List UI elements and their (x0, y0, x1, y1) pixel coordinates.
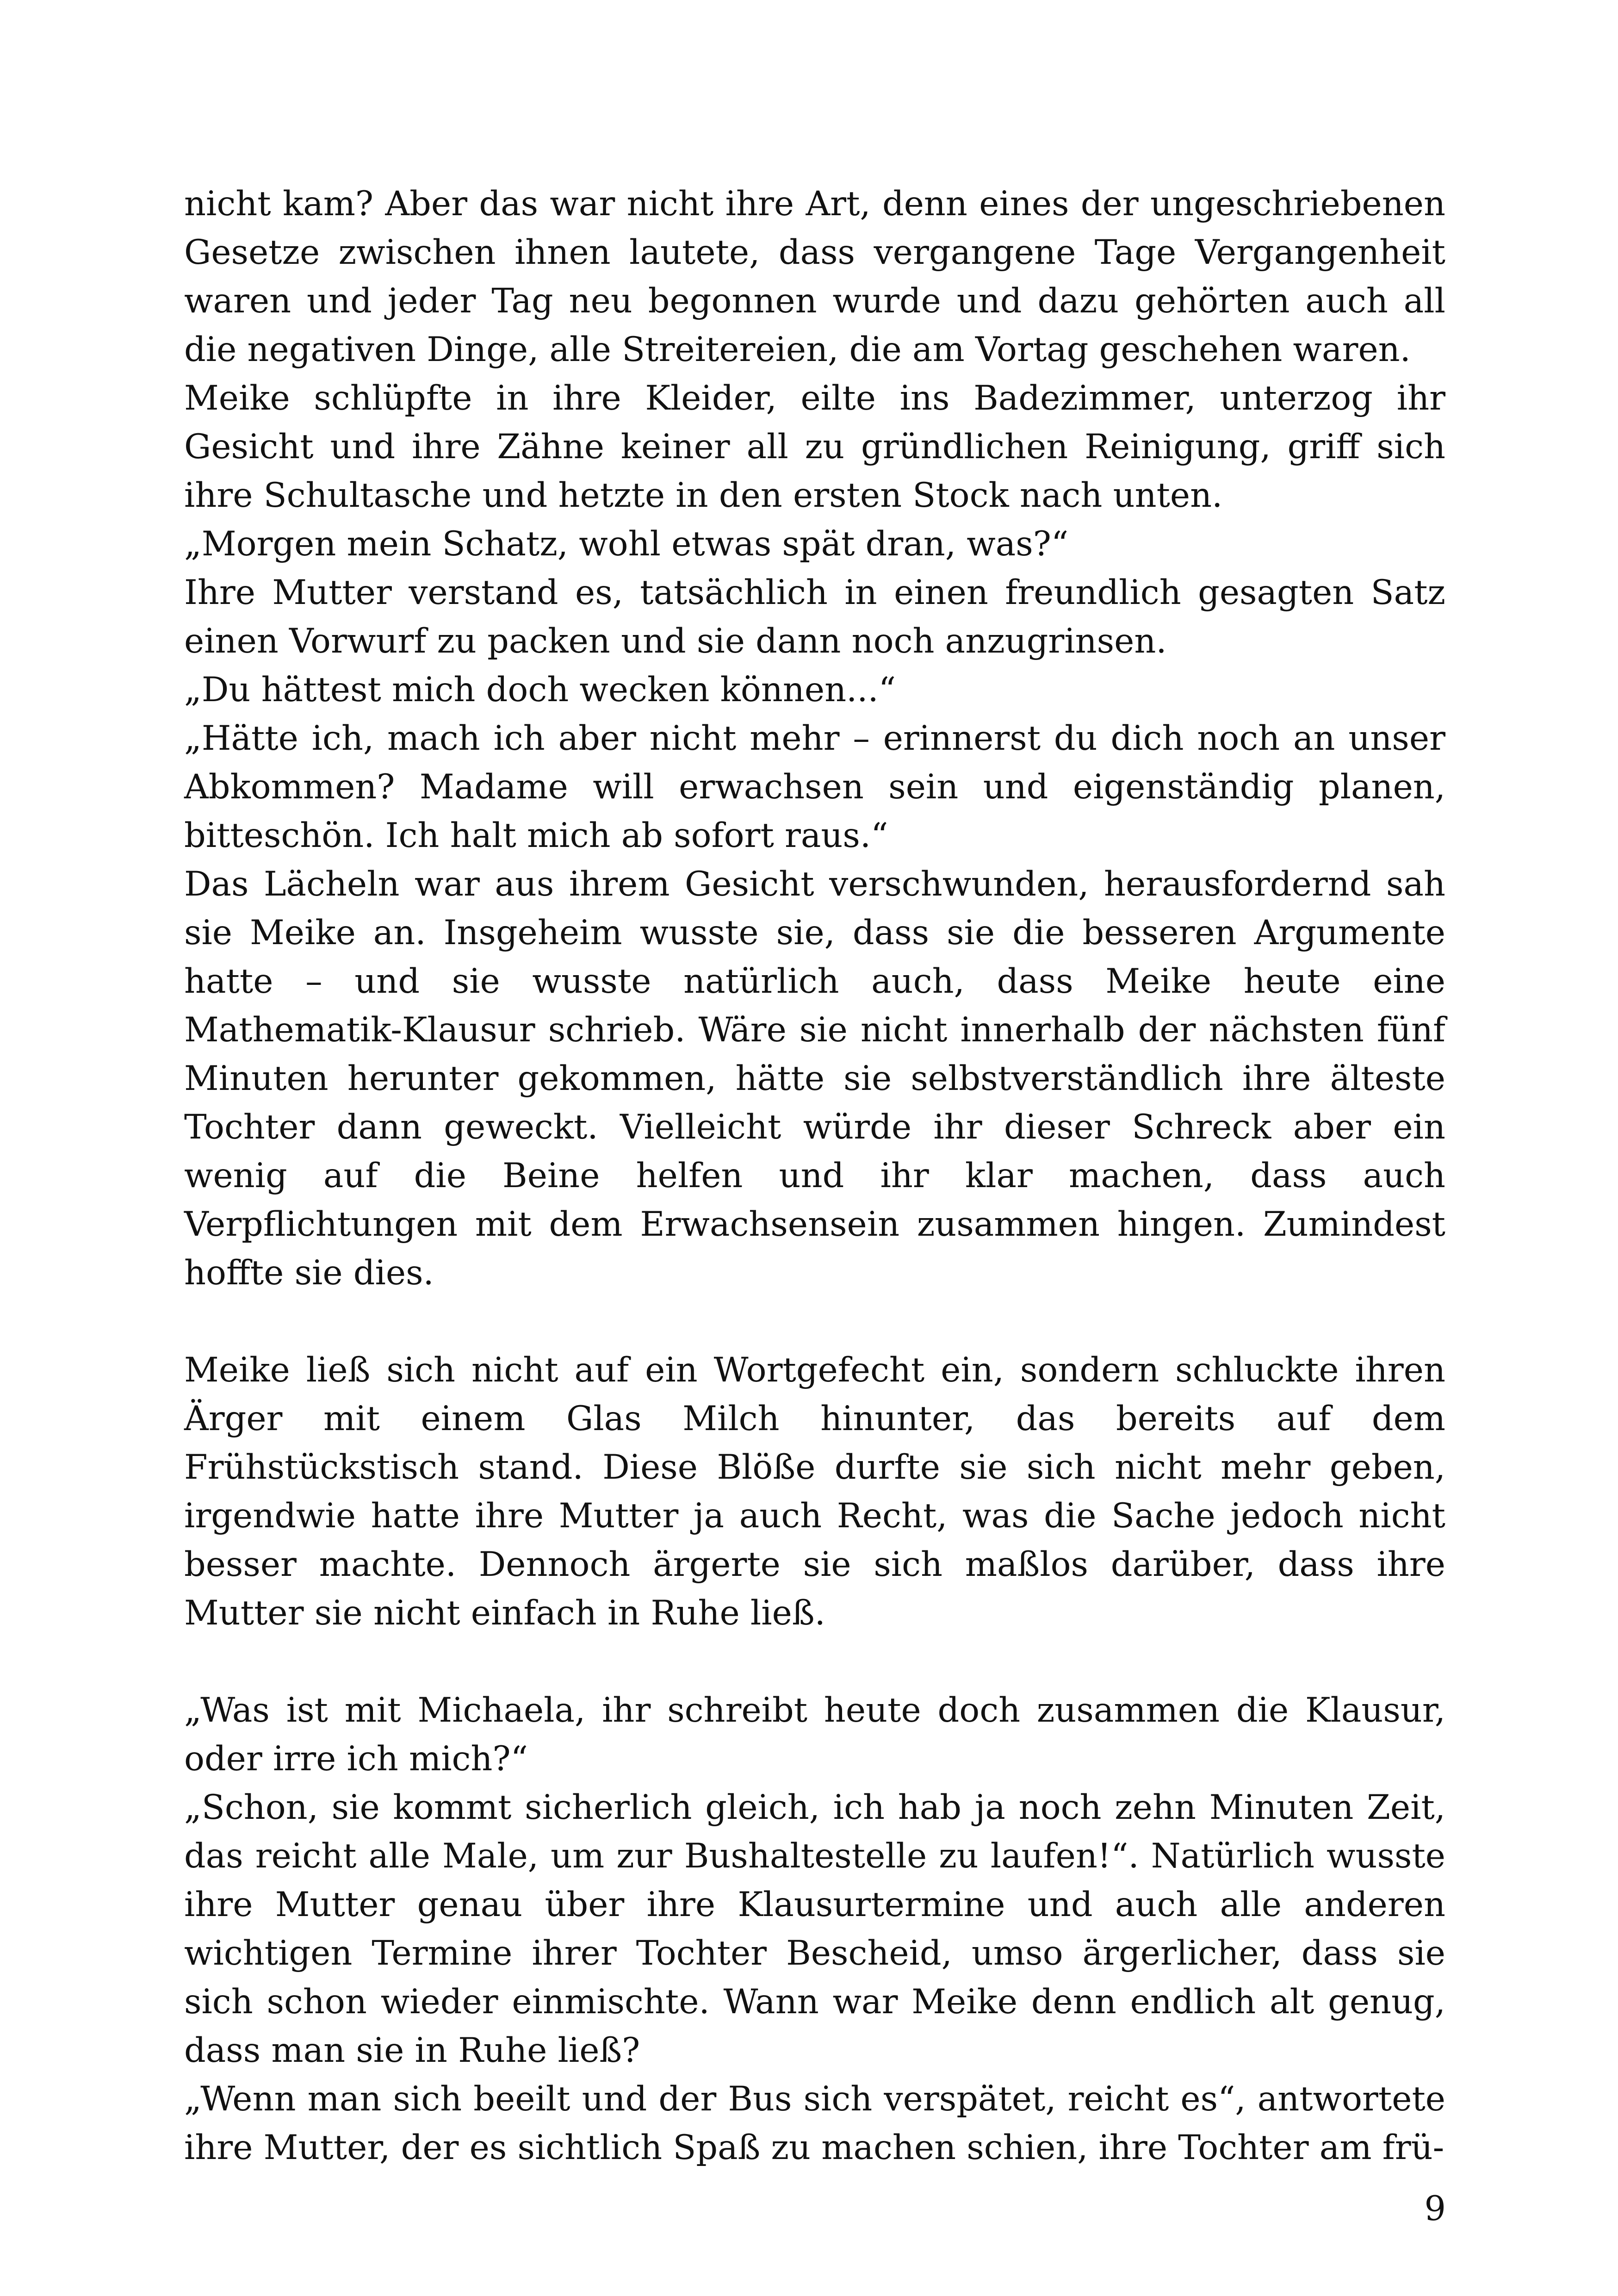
paragraph: „Wenn man sich beeilt und der Bus sich verspätet, reicht es“, antwortete ihre Mutter, der es sichtlich Spaß zu machen schien, ihre Tochter am frü- (184, 2079, 1445, 2167)
page-number: 9 (1424, 2189, 1446, 2228)
paragraph: Meike ließ sich nicht auf ein Wortgefecht ein, sondern schluckte ihren Ärger mit einem Glas Milch hinunter, das bereits auf dem Frühstückstisch stand. Diese Blöße durfte sie sich nicht mehr geben, irgendwie hatte ihre Mutter ja auch Recht, was die Sache jedoch nicht besser machte. Dennoch ärgerte sie sich maßlos darüber, dass ihre Mutter sie nicht einfach in Ruhe ließ. (184, 1350, 1445, 1633)
paragraph: Das Lächeln war aus ihrem Gesicht verschwunden, herausfordernd sah sie Meike an. Insgeheim wusste sie, dass sie die besseren Argumente hatte – und sie wusste natürlich auch, dass Meike heute eine Mathematik-Klausur schrieb. Wäre sie nicht innerhalb der nächsten fünf Minuten herunter gekommen, hätte sie selbstverständlich ihre älteste Tochter dann geweckt. Vielleicht würde ihr dieser Schreck aber ein wenig auf die Beine helfen und ihr klar machen, dass auch Verpflichtungen mit dem Erwachsensein zusammen hingen. Zumindest hoffte sie dies. (184, 865, 1445, 1293)
dialogue-line: „Was ist mit Michaela, ihr schreibt heute doch zusammen die Klausur, oder irre ich mich?“ (184, 1691, 1445, 1779)
paragraph: nicht kam? Aber das war nicht ihre Art, denn eines der ungeschriebenen Gesetze zwischen ihnen lautete, dass vergangene Tage Vergangenheit waren und jeder Tag neu begonnen wurde und dazu gehörten auch all die negativen Dinge, alle Streitereien, die am Vortag geschehen waren. (184, 184, 1445, 369)
body-text (184, 180, 1445, 2172)
paragraph: Meike schlüpfte in ihre Kleider, eilte ins Badezimmer, unterzog ihr Gesicht und ihre Zähne keiner all zu gründlichen Reinigung, griff sich ihre Schultasche und hetzte in den ersten Stock nach unten. (184, 379, 1445, 515)
dialogue-line: „Hätte ich, mach ich aber nicht mehr – erinnerst du dich noch an unser Abkommen? Madame will erwachsen sein und eigenständig planen, bitteschön. Ich halt mich ab sofort raus.“ (184, 719, 1445, 855)
paragraph: Ihre Mutter verstand es, tatsächlich in einen freundlich gesagten Satz einen Vorwurf zu packen und sie dann noch anzugrinsen. (184, 573, 1445, 661)
dialogue-line: „Du hättest mich doch wecken können...“ (184, 670, 896, 709)
dialogue-line: „Morgen mein Schatz, wohl etwas spät dran, was?“ (184, 524, 1069, 564)
paragraph: „Schon, sie kommt sicherlich gleich, ich hab ja noch zehn Minuten Zeit, das reicht alle Male, um zur Bushaltestelle zu laufen!“. Natürlich wusste ihre Mutter genau über ihre Klausurtermine und auch alle anderen wichtigen Termine ihrer Tochter Bescheid, umso ärgerlicher, dass sie sich schon wieder einmischte. Wann war Meike denn endlich alt genug, dass man sie in Ruhe ließ? (184, 1788, 1445, 2070)
